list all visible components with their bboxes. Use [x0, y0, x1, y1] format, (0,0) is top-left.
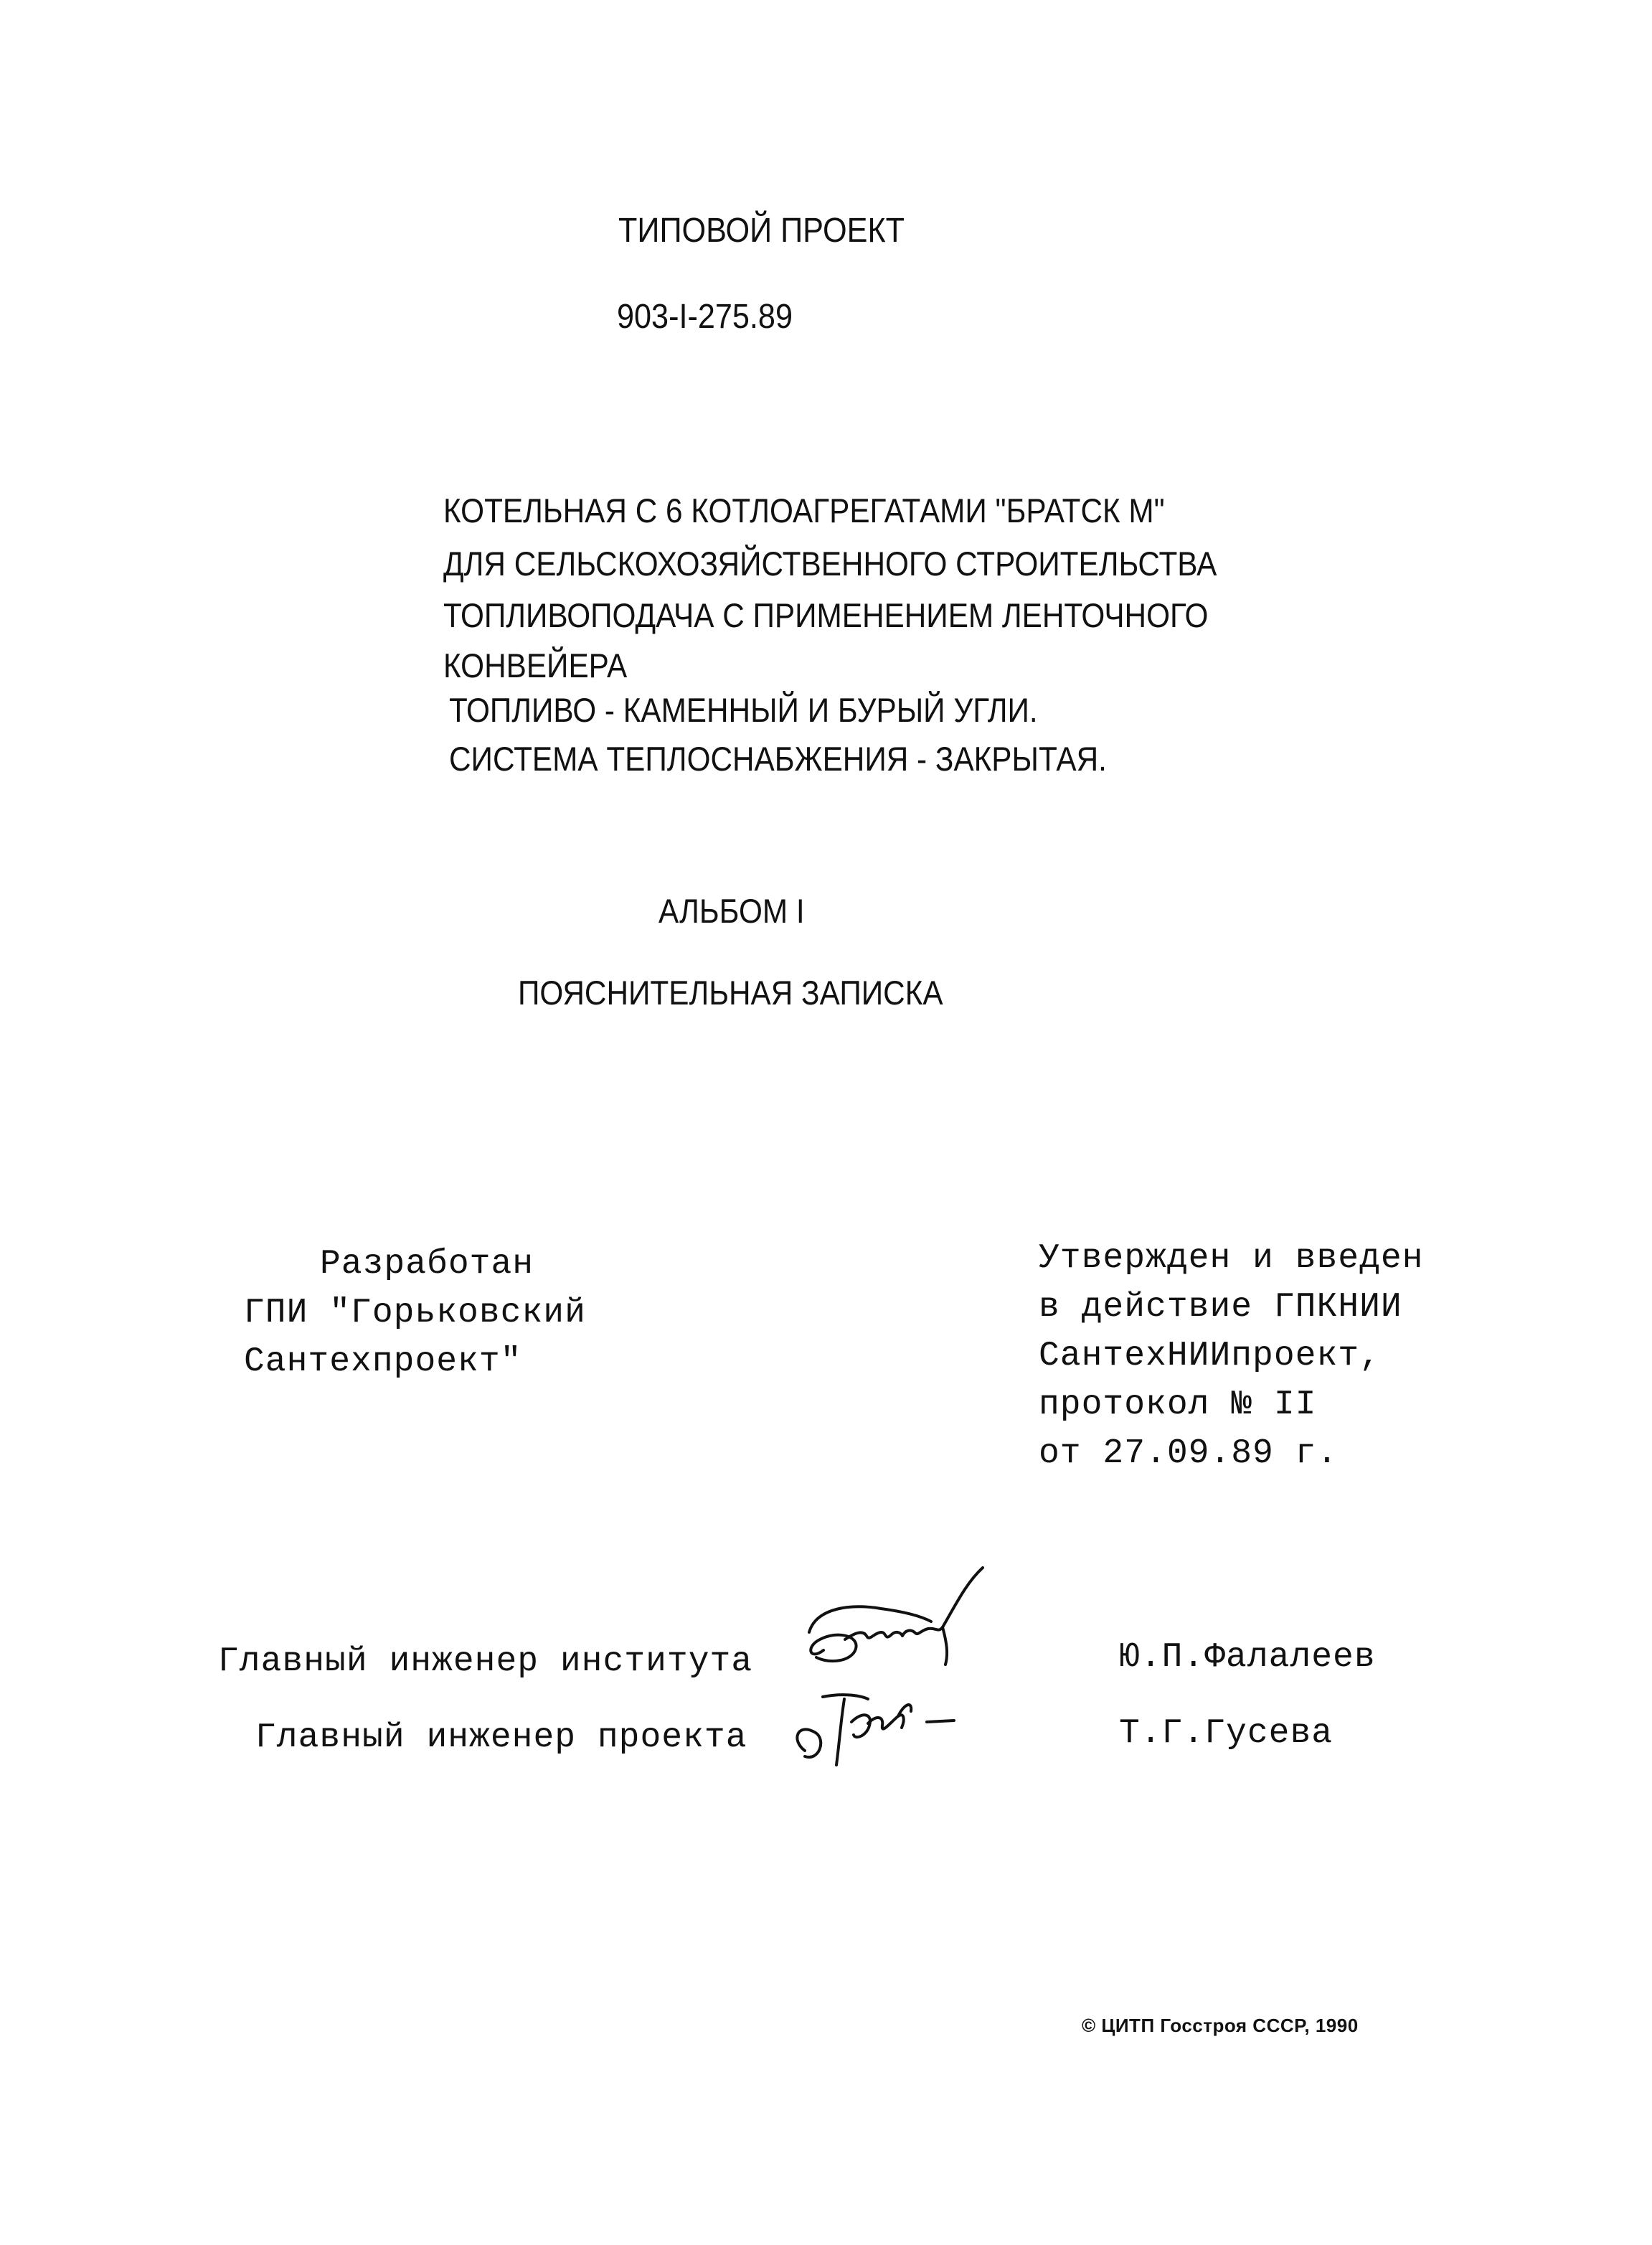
signatory-name: Т.Г.Гусева — [1119, 1714, 1334, 1753]
developed-line: ГПИ "Горьковский — [244, 1294, 586, 1332]
album-number: АЛЬБОМ I — [659, 892, 805, 930]
album-name: ПОЯСНИТЕЛЬНАЯ ЗАПИСКА — [518, 974, 943, 1012]
title-line: ДЛЯ СЕЛЬСКОХОЗЯЙСТВЕННОГО СТРОИТЕЛЬСТВА — [443, 545, 1217, 583]
signatory-role: Главный инженер института — [218, 1642, 753, 1681]
approved-line: протокол № II — [1039, 1385, 1317, 1424]
approved-line: СантехНИИпроект, — [1039, 1337, 1381, 1375]
title-line: СИСТЕМА ТЕПЛОСНАБЖЕНИЯ - ЗАКРЫТАЯ. — [449, 740, 1107, 778]
copyright-notice: © ЦИТП Госстроя СССР, 1990 — [1082, 2015, 1359, 2036]
developed-line: Разработан — [320, 1245, 534, 1284]
title-line: ТОПЛИВОПОДАЧА С ПРИМЕНЕНИЕМ ЛЕНТОЧНОГО — [443, 596, 1209, 634]
project-number: 903-I-275.89 — [617, 298, 793, 336]
signature-chief-engineer-project — [783, 1672, 984, 1779]
title-line: КОТЕЛЬНАЯ С 6 КОТЛОАГРЕГАТАМИ "БРАТСК М" — [443, 491, 1165, 530]
title-line: КОНВЕЙЕРА — [443, 646, 628, 684]
signatory-name: Ю.П.Фалалеев — [1119, 1638, 1376, 1677]
signatory-role: Главный инженер проекта — [255, 1718, 747, 1757]
title-line: ТОПЛИВО - КАМЕННЫЙ И БУРЫЙ УГЛИ. — [449, 691, 1038, 729]
developed-line: Сантехпроект" — [244, 1342, 522, 1381]
project-type: ТИПОВОЙ ПРОЕКТ — [618, 212, 905, 250]
approved-line: Утвержден и введен — [1039, 1239, 1424, 1278]
approved-line: в действие ГПКНИИ — [1039, 1288, 1402, 1327]
approved-line: от 27.09.89 г. — [1039, 1434, 1339, 1473]
